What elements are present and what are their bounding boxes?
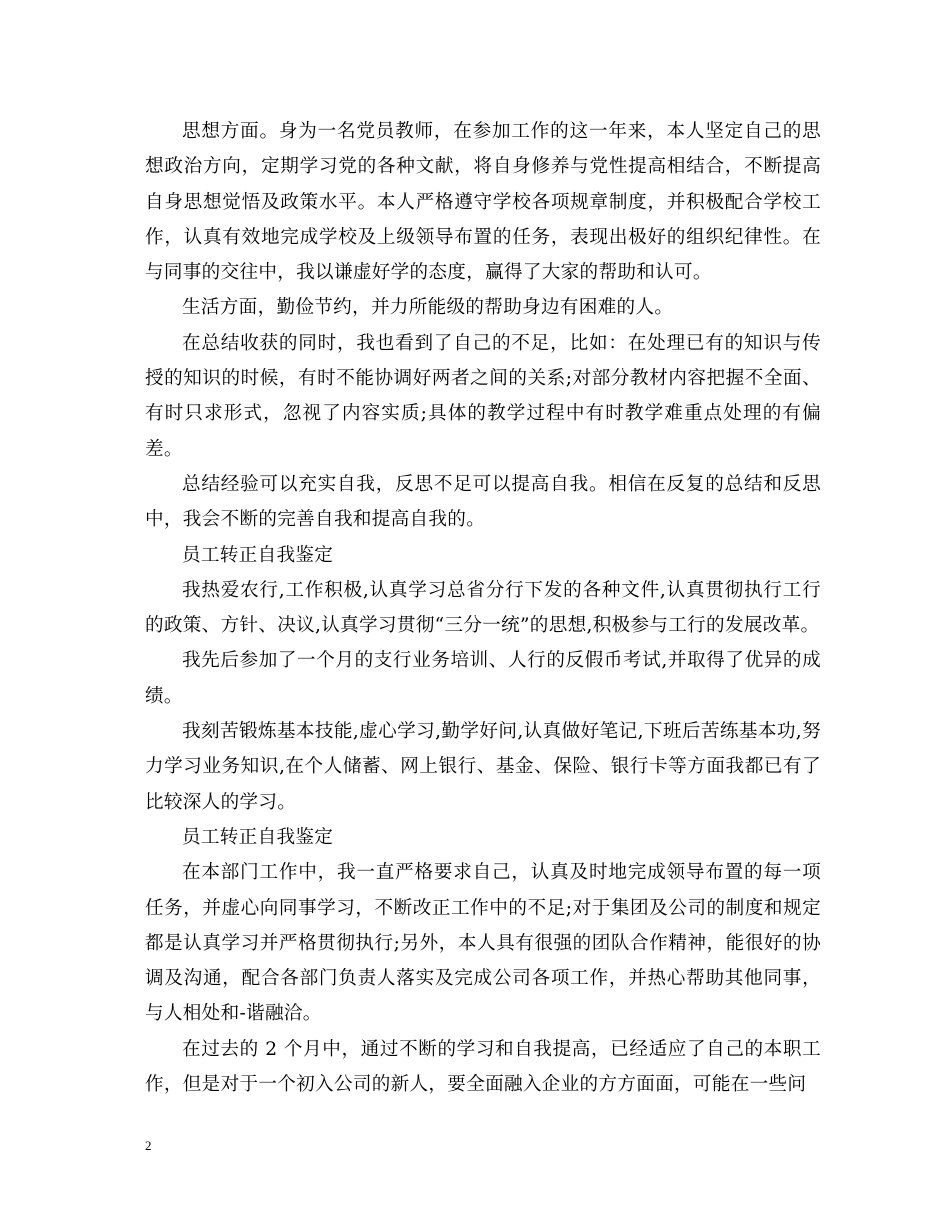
paragraph-summary: 总结经验可以充实自我，反思不足可以提高自我。相信在反复的总结和反思中，我会不断的完善自我和提高自我的。	[145, 473, 821, 531]
paragraph-life: 生活方面，勤俭节约，并力所能级的帮助身边有困难的人。	[182, 297, 674, 319]
section-heading-2: 员工转正自我鉴定	[182, 826, 334, 848]
paragraph-department: 在本部门工作中，我一直严格要求自己，认真及时地完成领导布置的每一项任务，并虚心向同事学习，不断改正工作中的不足;对于集团及公司的制度和规定都是认真学习并严格贯彻执行;另外，本人具有很强的团队合作精神，能很好的协调及沟通，配合各部门负责人落实及完成公司各项工作，并热心帮助其他同事，与人相处和-谐融洽。	[145, 862, 821, 1025]
paragraph-shortcomings: 在总结收获的同时，我也看到了自己的不足，比如：在处理已有的知识与传授的知识的时候，有时不能协调好两者之间的关系;对部分教材内容把握不全面、有时只求形式，忽视了内容实质;具体的教学过程中有时教学难重点处理的有偏差。	[145, 332, 821, 460]
paragraph-ideology: 思想方面。身为一名党员教师，在参加工作的这一年来，本人坚定自己的思想政治方向，定期学习党的各种文献，将自身修养与党性提高相结合，不断提高自身思想觉悟及政策水平。本人严格遵守学校各项规章制度，并积极配合学校工作，认真有效地完成学校及上级领导布置的任务，表现出极好的组织纪律性。在与同事的交往中，我以谦虚好学的态度，赢得了大家的帮助和认可。	[145, 121, 821, 284]
section-heading-1: 员工转正自我鉴定	[182, 544, 334, 566]
page-number: 2	[145, 1138, 152, 1153]
paragraph-skills: 我刻苦锻炼基本技能,虚心学习,勤学好问,认真做好笔记,下班后苦练基本功,努力学习业务知识,在个人储蓄、网上银行、基金、保险、银行卡等方面我都已有了比较深人的学习。	[145, 721, 821, 813]
paragraph-bank-work: 我热爱农行,工作积极,认真学习总省分行下发的各种文件,认真贯彻执行工行的政策、方针、决议,认真学习贯彻“三分一统”的思想,积极参与工行的发展改革。	[145, 579, 821, 637]
paragraph-past-months: 在过去的 2 个月中，通过不断的学习和自我提高，已经适应了自己的本职工作，但是对于一个初入公司的新人，要全面融入企业的方方面面，可能在一些问	[145, 1038, 821, 1096]
paragraph-training: 我先后参加了一个月的支行业务培训、人行的反假币考试,并取得了优异的成绩。	[145, 650, 821, 707]
document-body	[145, 114, 821, 1102]
